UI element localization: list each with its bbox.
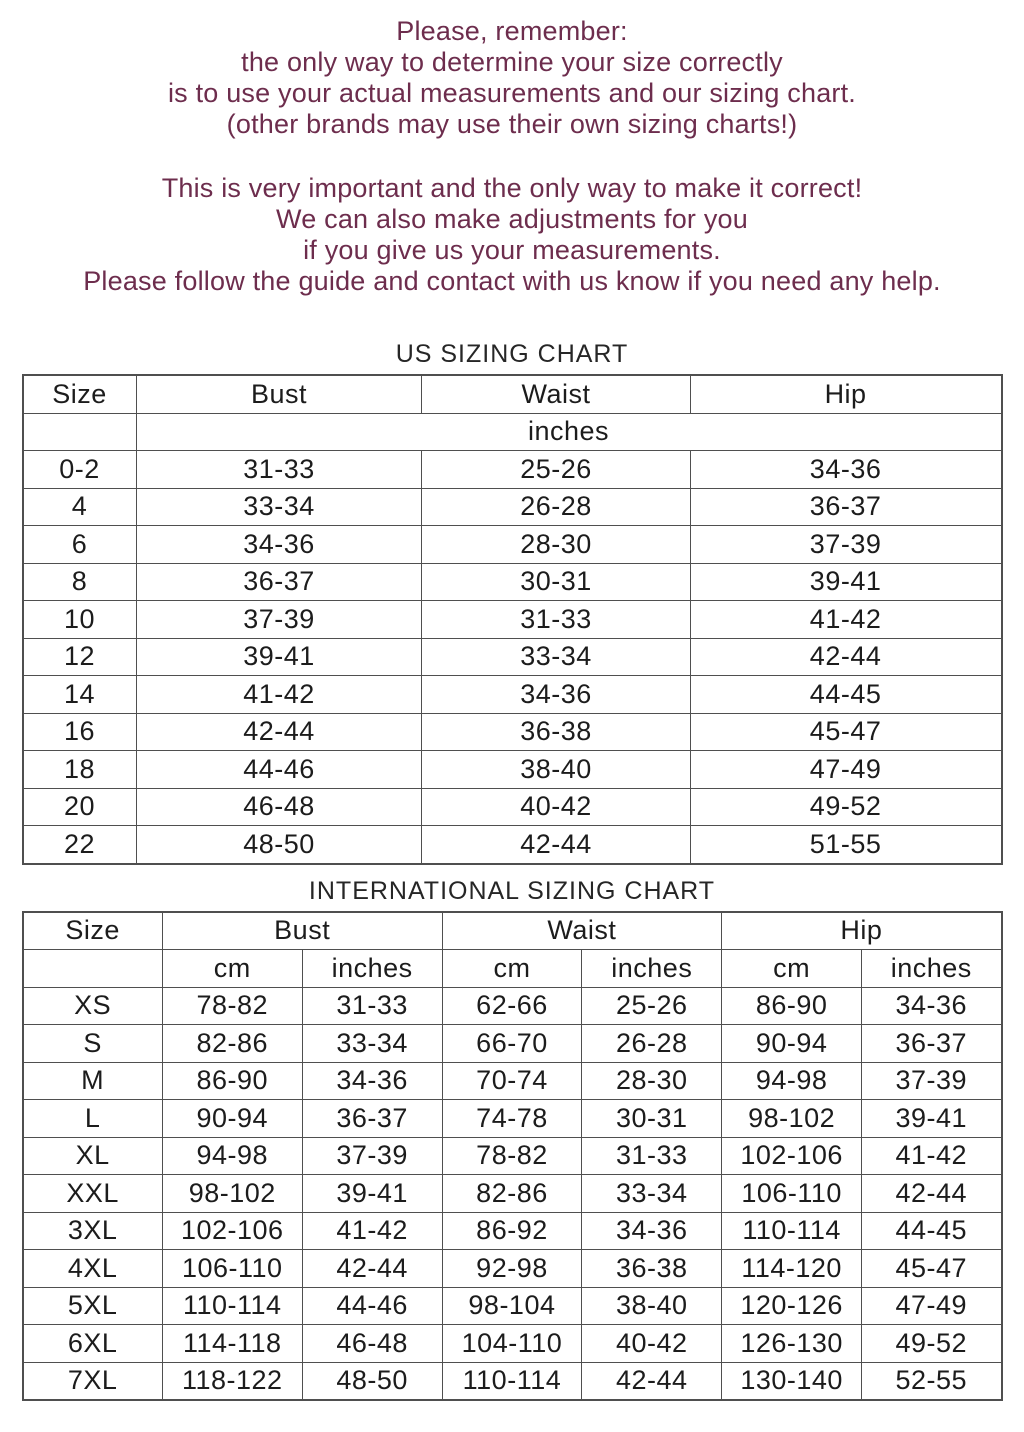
table-cell: 92-98: [442, 1250, 582, 1288]
table-cell: 82-86: [442, 1175, 582, 1213]
us-header-bust: Bust: [136, 375, 422, 413]
table-cell: 52-55: [862, 1362, 1002, 1400]
table-row: [23, 1362, 1002, 1400]
table-cell: 98-102: [162, 1175, 302, 1213]
table-cell: 28-30: [422, 526, 690, 564]
table-cell: 106-110: [162, 1250, 302, 1288]
table-cell: S: [23, 1025, 163, 1063]
us-header-waist: Waist: [422, 375, 690, 413]
table-cell: 38-40: [422, 751, 690, 789]
table-cell: 3XL: [23, 1212, 163, 1250]
table-row: [23, 638, 1002, 676]
us-header-size: Size: [23, 375, 137, 413]
table-cell: 31-33: [302, 987, 442, 1025]
table-cell: 102-106: [722, 1137, 862, 1175]
table-cell: 114-120: [722, 1250, 862, 1288]
table-cell: 44-46: [302, 1287, 442, 1325]
table-cell: 98-104: [442, 1287, 582, 1325]
intl-units-bust-inches: inches: [302, 950, 442, 988]
table-cell: 30-31: [582, 1100, 722, 1138]
table-cell: L: [23, 1100, 163, 1138]
table-cell: M: [23, 1062, 163, 1100]
intl-table-header-row: [23, 912, 1002, 950]
table-cell: 34-36: [690, 451, 1001, 489]
intl-header-waist: Waist: [442, 912, 722, 950]
us-chart-title: US SIZING CHART: [395, 340, 629, 368]
table-cell: 31-33: [582, 1137, 722, 1175]
table-cell: 114-118: [162, 1325, 302, 1363]
table-cell: 90-94: [162, 1100, 302, 1138]
intro-line: This is very important and the only way to make it correct!: [161, 173, 863, 203]
table-cell: 102-106: [162, 1212, 302, 1250]
us-units-label: inches: [136, 413, 1001, 451]
table-cell: 47-49: [862, 1287, 1002, 1325]
table-cell: 49-52: [862, 1325, 1002, 1363]
table-cell: 126-130: [722, 1325, 862, 1363]
table-cell: 37-39: [862, 1062, 1002, 1100]
table-cell: 12: [23, 638, 137, 676]
intl-header-hip: Hip: [722, 912, 1002, 950]
intl-chart-title: INTERNATIONAL SIZING CHART: [308, 876, 716, 905]
table-cell: 16: [23, 713, 137, 751]
table-cell: 70-74: [442, 1062, 582, 1100]
table-cell: 39-41: [690, 563, 1001, 601]
us-sizing-table: [22, 374, 1003, 865]
intl-units-bust-cm: cm: [162, 950, 302, 988]
us-units-empty-cell: [23, 413, 137, 451]
intro-line: the only way to determine your size correctly: [241, 47, 783, 77]
intro-line: Please, remember:: [396, 16, 628, 46]
table-cell: XS: [23, 987, 163, 1025]
table-cell: 78-82: [442, 1137, 582, 1175]
table-cell: 38-40: [582, 1287, 722, 1325]
table-cell: 86-90: [722, 987, 862, 1025]
table-row: [23, 676, 1002, 714]
table-cell: 42-44: [422, 826, 690, 864]
table-cell: 78-82: [162, 987, 302, 1025]
table-row: [23, 526, 1002, 564]
table-cell: 130-140: [722, 1362, 862, 1400]
table-row: [23, 563, 1002, 601]
table-cell: 0-2: [23, 451, 137, 489]
table-cell: 36-37: [690, 488, 1001, 526]
table-row: [23, 1062, 1002, 1100]
table-cell: 110-114: [722, 1212, 862, 1250]
table-row: [23, 826, 1002, 864]
table-cell: 106-110: [722, 1175, 862, 1213]
table-row: [23, 1250, 1002, 1288]
intl-units-hip-inches: inches: [862, 950, 1002, 988]
table-cell: 46-48: [136, 788, 422, 826]
table-cell: 33-34: [582, 1175, 722, 1213]
table-cell: 37-39: [136, 601, 422, 639]
table-cell: 4XL: [23, 1250, 163, 1288]
table-cell: 33-34: [302, 1025, 442, 1063]
intl-units-waist-cm: cm: [442, 950, 582, 988]
table-cell: 26-28: [582, 1025, 722, 1063]
table-row: [23, 1325, 1002, 1363]
table-cell: 5XL: [23, 1287, 163, 1325]
table-cell: 28-30: [582, 1062, 722, 1100]
table-row: [23, 1025, 1002, 1063]
table-cell: 31-33: [422, 601, 690, 639]
table-cell: 8: [23, 563, 137, 601]
intro-line: We can also make adjustments for you: [276, 204, 748, 234]
table-cell: 4: [23, 488, 137, 526]
table-cell: XXL: [23, 1175, 163, 1213]
intro-line: Please follow the guide and contact with us know if you need any help.: [83, 266, 941, 296]
table-cell: XL: [23, 1137, 163, 1175]
intro-line: if you give us your measurements.: [303, 235, 721, 265]
table-row: [23, 788, 1002, 826]
table-cell: 42-44: [582, 1362, 722, 1400]
table-row: [23, 1137, 1002, 1175]
intl-header-size: Size: [23, 912, 163, 950]
intro-text-block-2: [0, 173, 1024, 297]
table-cell: 36-38: [582, 1250, 722, 1288]
table-cell: 41-42: [690, 601, 1001, 639]
intl-header-bust: Bust: [162, 912, 442, 950]
table-cell: 34-36: [422, 676, 690, 714]
table-cell: 42-44: [690, 638, 1001, 676]
us-table-header-row: [23, 375, 1002, 413]
table-cell: 10: [23, 601, 137, 639]
us-table-units-row: [23, 413, 1002, 451]
table-cell: 118-122: [162, 1362, 302, 1400]
table-row: [23, 451, 1002, 489]
table-cell: 104-110: [442, 1325, 582, 1363]
table-cell: 94-98: [722, 1062, 862, 1100]
table-cell: 37-39: [302, 1137, 442, 1175]
international-sizing-table: [22, 911, 1003, 1402]
table-cell: 34-36: [302, 1062, 442, 1100]
table-cell: 36-37: [136, 563, 422, 601]
table-cell: 33-34: [422, 638, 690, 676]
table-cell: 82-86: [162, 1025, 302, 1063]
table-cell: 42-44: [302, 1250, 442, 1288]
table-cell: 110-114: [162, 1287, 302, 1325]
table-row: [23, 601, 1002, 639]
table-cell: 36-37: [302, 1100, 442, 1138]
table-cell: 86-92: [442, 1212, 582, 1250]
us-header-hip: Hip: [690, 375, 1001, 413]
table-cell: 110-114: [442, 1362, 582, 1400]
table-row: [23, 987, 1002, 1025]
table-cell: 30-31: [422, 563, 690, 601]
table-cell: 36-38: [422, 713, 690, 751]
intl-units-empty-cell: [23, 950, 163, 988]
intl-table-units-row: [23, 950, 1002, 988]
table-cell: 6: [23, 526, 137, 564]
table-row: [23, 1212, 1002, 1250]
table-row: [23, 488, 1002, 526]
table-cell: 46-48: [302, 1325, 442, 1363]
table-cell: 44-46: [136, 751, 422, 789]
table-cell: 39-41: [862, 1100, 1002, 1138]
table-cell: 66-70: [442, 1025, 582, 1063]
intro-text-block: [0, 0, 1024, 297]
table-cell: 47-49: [690, 751, 1001, 789]
table-cell: 25-26: [582, 987, 722, 1025]
table-cell: 44-45: [862, 1212, 1002, 1250]
table-cell: 18: [23, 751, 137, 789]
table-cell: 51-55: [690, 826, 1001, 864]
table-cell: 48-50: [136, 826, 422, 864]
table-cell: 49-52: [690, 788, 1001, 826]
table-cell: 40-42: [582, 1325, 722, 1363]
table-cell: 26-28: [422, 488, 690, 526]
table-cell: 44-45: [690, 676, 1001, 714]
table-cell: 42-44: [136, 713, 422, 751]
table-cell: 120-126: [722, 1287, 862, 1325]
table-cell: 39-41: [302, 1175, 442, 1213]
table-row: [23, 751, 1002, 789]
table-cell: 25-26: [422, 451, 690, 489]
table-cell: 31-33: [136, 451, 422, 489]
table-row: [23, 713, 1002, 751]
table-cell: 20: [23, 788, 137, 826]
intl-units-waist-inches: inches: [582, 950, 722, 988]
table-cell: 41-42: [862, 1137, 1002, 1175]
table-cell: 94-98: [162, 1137, 302, 1175]
table-cell: 98-102: [722, 1100, 862, 1138]
table-cell: 39-41: [136, 638, 422, 676]
table-cell: 33-34: [136, 488, 422, 526]
table-cell: 34-36: [136, 526, 422, 564]
table-cell: 36-37: [862, 1025, 1002, 1063]
table-row: [23, 1100, 1002, 1138]
table-cell: 62-66: [442, 987, 582, 1025]
intl-units-hip-cm: cm: [722, 950, 862, 988]
table-row: [23, 1287, 1002, 1325]
table-cell: 41-42: [136, 676, 422, 714]
intro-line: (other brands may use their own sizing charts!): [226, 109, 798, 139]
table-cell: 7XL: [23, 1362, 163, 1400]
table-cell: 34-36: [582, 1212, 722, 1250]
table-cell: 86-90: [162, 1062, 302, 1100]
intro-line: is to use your actual measurements and our sizing chart.: [167, 78, 857, 108]
table-cell: 45-47: [690, 713, 1001, 751]
table-cell: 40-42: [422, 788, 690, 826]
table-cell: 41-42: [302, 1212, 442, 1250]
table-cell: 42-44: [862, 1175, 1002, 1213]
table-cell: 45-47: [862, 1250, 1002, 1288]
table-cell: 6XL: [23, 1325, 163, 1363]
table-row: [23, 1175, 1002, 1213]
table-cell: 74-78: [442, 1100, 582, 1138]
table-cell: 14: [23, 676, 137, 714]
table-cell: 37-39: [690, 526, 1001, 564]
table-cell: 48-50: [302, 1362, 442, 1400]
table-cell: 90-94: [722, 1025, 862, 1063]
table-cell: 22: [23, 826, 137, 864]
table-cell: 34-36: [862, 987, 1002, 1025]
